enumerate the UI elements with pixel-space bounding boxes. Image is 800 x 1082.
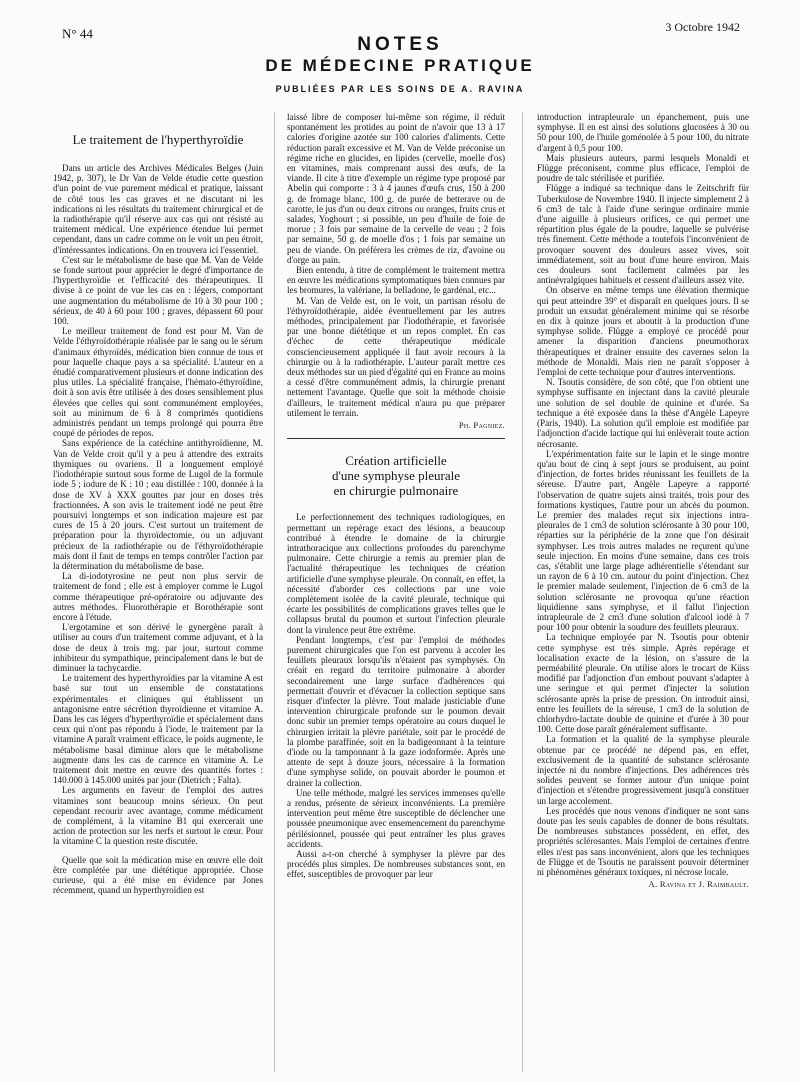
issue-date: 3 Octobre 1942 bbox=[665, 20, 740, 34]
spacer bbox=[53, 847, 263, 855]
paragraph: laissé libre de composer lui-même son régime, il réduit spontanément les protides au point de n'avoir que 13 à 17 calories d'origine azotée sur 100 calories d'aliments. Cette réduction paraît excessive et M. Van de Velde préconise un régime riche en glucides, en lipides (cervelle, moelle d'os) en vitamines, mais comprenant aussi des œufs, de la viande. Il cite à titre d'exemple un régime type proposé par Abelin qui comporte : 3 à 4 jaunes d'œufs crus, 150 à 200 g. de fromage blanc, 100 g. de purée de betterave ou de carotte, le jus d'un ou deux citrons ou oranges, fruits crus et salades, Yoghourt ; si possible, un peu d'huile de foie de morue ; 3 fois par semaine de la cervelle de veau ; 2 fois par semaine, 50 g. de moelle d'os ; 1 fois par semaine un peu de viande. On préférera les crèmes de riz, d'avoine ou d'orge au pain. bbox=[287, 112, 505, 265]
paragraph: Sans expérience de la catéchine antithyroïdienne, M. Van de Velde croit qu'il y a peu à attendre des extraits thymiques ou ovariens. Il a longuement employé l'iodothérapie surtout sous forme de Lugol de la formule iode 5 ; iodure de K : 10 ; eau distillée : 100, donnée à la dose de XV à XXX gouttes par jour en doses très fractionnées. A son avis le traitement iodé ne peut être poursuivi longtemps et son indication majeure est par cures de 15 à 20 jours. C'est surtout un traitement de préparation pour la thyroïdectomie, ou un adjuvant précieux de la radiothérapie ou de l'éthyroïdothérapie mais dont il faut de temps en temps contrôler l'action par la détermination du métabolisme de base. bbox=[53, 438, 263, 571]
paragraph: La technique employée par N. Tsoutis pour obtenir cette symphyse est très simple. Après repérage et localisation exacte de la lésion, on s'assure de la perméabilité pleurale. On utilise alors le trocart de Küss modifié par l'adjonction d'un embout pouvant s'adapter à une seringue et qui permet d'injecter la solution sclérosante après la prise de pression. On introduit ainsi, entre les feuillets de la séreuse, 1 cm3 de la solution de chlorhydro-lactate double de quinine et d'urée à 30 pour 100. Cette dose paraît généralement suffisante. bbox=[537, 632, 749, 735]
column-divider bbox=[274, 112, 275, 1072]
column-middle bbox=[287, 112, 505, 1072]
paragraph: L'ergotamine et son dérivé le gynergène paraît à utiliser au cours d'un traitement comme adjuvant, et à la dose de deux à trois mg. par jour, surtout comme inhibiteur du sympathique, principalement dans le but de diminuer la tachycardie. bbox=[53, 622, 263, 673]
paragraph: N. Tsoutis considère, de son côté, que l'on obtient une symphyse suffisante en injectant dans la cavité pleurale une solution de sel double de quinine et d'urée. Sa technique a été exposée dans la thèse d'Angèle Lapeyre (Paris, 1940). La solution qu'il emploie est modifiée par l'adjonction d'acide lactique qui lui enlèverait toute action nécrosante. bbox=[537, 377, 749, 449]
paragraph: C'est sur le métabolisme de base que M. Van de Velde se fonde surtout pour apprécier le degré d'importance de l'hyperthyroïdie et l'efficacité des thérapeutiques. Il divise à ce point de vue les cas en : légers, comportant une augmentation du métabolisme de 10 à 30 pour 100 ; sérieux, de 40 à 60 pour 100 ; graves, dépassent 60 pour 100. bbox=[53, 254, 263, 327]
column-right bbox=[537, 112, 749, 1072]
masthead-title-2: DE MÉDECINE PRATIQUE bbox=[265, 56, 535, 75]
article-signature: A. Ravina et J. Raimbault. bbox=[648, 879, 749, 890]
paragraph: La formation et la qualité de la symphyse pleurale obtenue par ce procédé ne dépend pas, en effet, exclusivement de la quantité de substance sclérosante injectée ni du nombre d'injections. Des adhérences très solides peuvent se former autour d'un unique point d'injection et s'étendre progressivement jusqu'à constituer un large accolement. bbox=[537, 734, 749, 806]
paragraph: Bien entendu, à titre de complément le traitement mettra en œuvre les médications symptomatiques bien connues par les bromures, la valériane, la belladone, le gardénal, etc... bbox=[287, 265, 505, 296]
paragraph: Une telle méthode, malgré les services immenses qu'elle a rendus, présente de sérieux inconvénients. La première intervention peut même être susceptible de déclencher une poussée pneumonique avec ensemencement du parenchyme périlésionnel, poussée qui peut entraîner les plus graves accidents. bbox=[287, 787, 505, 849]
paragraph: L'expérimentation faite sur le lapin et le singe montre qu'au bout de cinq à sept jours se produisent, au point d'injection, de fortes brides réunissant les feuillets de la séreuse. D'autre part, Angèle Lapeyre a rapporté l'observation de quatre sujets ainsi traités, trois pour des formations kystiques, l'autre pour un abcès du poumon. Le premier des malades reçut six injections intra-pleurales de 1 cm3 de solution sclérosante à 30 pour 100, réparties sur la périphérie de la zone que l'on désirait symphyser. Les trois autres malades ne reçurent qu'une seule injection. En moins d'une semaine, dans ces trois cas, s'établit une large plage adhérentielle s'étendant sur un rayon de 6 à 10 cm. autour du point d'injection. Chez le premier malade seulement, l'injection de 6 cm3 de la solution sclérosante ne provoqua qu'une réaction liquidienne sans symphyse, et il fallut l'injection intrapleurale de 2 cm3 d'une solution d'alcool iodé à 7 pour 100 pour obtenir la soudure des feuillets pleuraux. bbox=[537, 448, 749, 633]
paragraph: Mais plusieurs auteurs, parmi lesquels Monaldi et Flügge préconisent, comme plus efficace, l'emploi de poudre de talc stérilisée et purifiée. bbox=[537, 152, 749, 184]
article-title-line: Création artificielle bbox=[345, 453, 447, 469]
paragraph: M. Van de Velde est, on le voit, un partisan résolu de l'éthyroïdothérapie, aidée éventuellement par les autres méthodes, principalement par l'iodothérapie, et favorisée par une bonne diététique et un repos complet. En cas d'échec de cette thérapeutique médicale consciencieusement appliquée il faut avoir recours à la chirurgie ou à la radiothérapie. L'auteur paraît mettre ces deux méthodes sur un pied d'égalité qui en France au moins a cessé d'être communément admis, la chirurgie prenant nettement l'avantage. Quelle que soit la méthode choisie d'ailleurs, le traitement médical n'aura pu que préparer utilement le terrain. bbox=[287, 295, 505, 418]
paragraph: On observe en même temps une élévation thermique qui peut atteindre 39° et disparaît en quelques jours. Il se produit un exsudat généralement minime qui se résorbe en dix à quinze jours et aboutit à la production d'une symphyse solide. Flügge a employé ce procédé pour amener la disparition d'anciens pneumothorax thérapeutiques et drainer ensuite des cavernes selon la méthode de Monaldi. Mais rien ne paraît s'opposer à l'emploi de cette technique pour d'autres interventions. bbox=[537, 285, 749, 378]
paragraph: Les arguments en faveur de l'emploi des autres vitamines sont beaucoup moins sérieux. On peut cependant recourir avec avantage, comme médicament de complément, à la vitamine B1 qui exercerait une action de protection sur les nerfs et surtout le cœur. Pour la vitamine C la question reste discutée. bbox=[53, 785, 263, 847]
paragraph: Quelle que soit la médication mise en œuvre elle doit être complétée par une diététique appropriée. Chose curieuse, qui a été mise en évidence par Jones récemment, quand un hyperthyroïdien est bbox=[53, 854, 263, 896]
column-left bbox=[53, 112, 263, 1072]
paragraph: Le traitement des hyperthyroïdies par la vitamine A est basé sur tout un ensemble de constatations expérimentales et cliniques qui établissent un antagonisme entre sécrétion thyroïdienne et vitamine A. Dans les cas légers d'hyperthyroïdie et spécialement dans ceux qui n'ont pas répondu à l'iode, le traitement par la vitamine A paraît vraiment efficace, le poids augmente, le métabolisme basal diminue alors que le métabolisme augmente dans les cas de carence en vitamine A. Le traitement doit mettre en œuvre des quantités fortes : 140.000 à 145.000 unités par jour (Dietrich ; Falta). bbox=[53, 673, 263, 786]
paragraph: Dans un article des Archives Médicales Belges (Juin 1942, p. 307), le Dr Van de Velde étudie cette question d'un point de vue purement médical et pratique, laissant de côté tous les cas graves et ne discutant ni les indications ni les résultats du traitement chirurgical et de la radiothérapie qu'il réserve aux cas qui ont résisté au traitement médical. Une expérience étendue lui permet cependant, dans un cadre comme on le voit un peu étroit, d'intéressantes indications. On en trouvera ici l'essentiel. bbox=[53, 163, 263, 255]
masthead-subtitle: PUBLIÉES PAR LES SOINS DE A. RAVINA bbox=[275, 84, 525, 94]
paragraph: Le perfectionnement des techniques radiologiques, en permettant un repérage exact des lésions, a beaucoup contribué à étendre le domaine de la chirurgie intrathoracique aux collections profondes du parenchyme pulmonaire. Cette chirurgie a remis au premier plan de l'actualité thérapeutique les techniques de création artificielle d'une symphyse pleurale. On connaît, en effet, la nécessité d'aborder ces collections par une voie complètement isolée de la cavité pleurale, technique qui écarte les possibilités de complications graves telles que le collapsus brutal du poumon et surtout l'infection pleurale dont la virulence peut être extrême. bbox=[287, 512, 505, 635]
article-title: Le traitement de l'hyperthyroïdie bbox=[72, 132, 244, 147]
masthead-title: NOTES bbox=[357, 34, 443, 55]
paragraph: Aussi a-t-on cherché à symphyser la plèvre par des procédés plus simples. De nombreuses substances sont, en effet, susceptibles de provoquer par leur bbox=[287, 849, 505, 880]
column-divider bbox=[522, 112, 523, 1072]
paragraph: introduction intrapleurale un épanchement, puis une symphyse. Il en est ainsi des solutions glucosées à 30 ou 50 pour 100, de l'huile goménolée à 5 pour 100, du nitrate d'argent à 0,5 pour 100. bbox=[537, 112, 749, 153]
paragraph: Le meilleur traitement de fond est pour M. Van de Velde l'éthyroïdothérapie réalisée par le sang ou le sérum d'animaux éthyroïdés, médication bien connue de tous et pour laquelle chaque pays a sa spécialité. L'auteur en a étudié comparativement plusieurs et donne indication des plus utiles. La spécialité française, l'hémato-éthyroïdine, doit à son avis être utilisée à des doses sensiblement plus élevées que celles qui sont communément employées, soit au minimum de 6 à 8 comprimés quotidiens administrés pendant un temps prolongé qui pourra être coupé de périodes de repos. bbox=[53, 326, 263, 439]
article-title-line: en chirurgie pulmonaire bbox=[333, 483, 459, 499]
article-divider bbox=[287, 438, 505, 439]
article-title-line: d'une symphyse pleurale bbox=[332, 468, 460, 484]
paragraph: Pendant longtemps, c'est par l'emploi de méthodes purement chirurgicales que l'on est parvenu à accoler les feuillets pleuraux lorsqu'ils n'étaient pas symphysés. On créait en regard du territoire pulmonaire à aborder secondairement une large surface d'adhérences qui permettait d'ouvrir et d'évacuer la collection septique sans risquer d'infecter la plèvre. Tout malade justiciable d'une intervention chirurgicale profonde sur le poumon devait donc subir un premier temps opératoire au cours duquel le chirurgien irritait la plèvre pariétale, soit par le procédé de la plombe paraffinée, soit en la badigeonnant à la teinture d'iode ou la tamponnant à la gaze iodoformée. Après une attente de sept à douze jours, nécessaire à la formation d'une symphyse solide, on pouvait aborder le poumon et drainer la collection. bbox=[287, 634, 505, 788]
article-title bbox=[287, 453, 505, 498]
paragraph: La di-iodotyrosine ne peut non plus servir de traitement de fond ; elle est à employer comme le Lugol comme thérapeutique pré-opératoire ou adjuvante des autres méthodes. Fluorothérapie et Borothérapie sont encore à l'étude. bbox=[53, 571, 263, 622]
paragraph: Les procédés que nous venons d'indiquer ne sont sans doute pas les seuls capables de donner de bons résultats. De nombreuses substances possèdent, en effet, des propriétés sclérosantes. Mais l'emploi de certaines d'entre elles n'est pas sans inconvénient, alors que les techniques de Flügge et de Tsoutis ne paraissent pouvoir déterminer ni phénomènes généraux toxiques, ni nécrose locale. bbox=[537, 805, 749, 878]
paragraph: Flügge a indiqué sa technique dans le Zeitschrift für Tuberkulose de Novembre 1940. Il injecte simplement 2 à 6 cm3 de talc à l'aide d'une seringue ordinaire munie d'une aiguille à plusieurs orifices, ce qui permet une répartition plus égale de la poudre, laquelle se pulvérise très finement. Cette méthode a toutefois l'inconvénient de provoquer souvent des douleurs assez vives, soit immédiatement, soit au bout d'une heure environ. Mais ces douleurs sont facilement calmées par les antinévralgiques habituels et cessent d'ailleurs assez vite. bbox=[537, 183, 749, 286]
article-signature: Ph. Pagniez. bbox=[458, 420, 505, 431]
issue-number: N° 44 bbox=[62, 26, 93, 41]
